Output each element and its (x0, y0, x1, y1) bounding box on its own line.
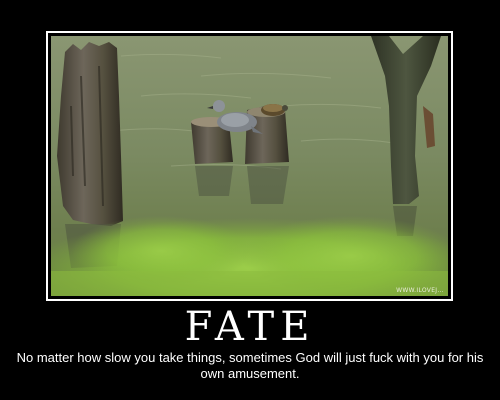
poster-photo (51, 36, 448, 296)
photo-scene (51, 36, 448, 296)
poster-title: FATE (184, 304, 316, 350)
photo-frame (46, 31, 453, 301)
foreground-foliage-base (51, 271, 448, 296)
middle-stump-left-reflection (195, 166, 233, 196)
watermark: WWW.ILOVEJ... (396, 287, 444, 294)
middle-stump-right-reflection (247, 166, 289, 204)
left-stump (57, 42, 123, 226)
poster-caption: No matter how slow you take things, sometimes God will just fuck with you for his own amusement. (16, 350, 484, 381)
